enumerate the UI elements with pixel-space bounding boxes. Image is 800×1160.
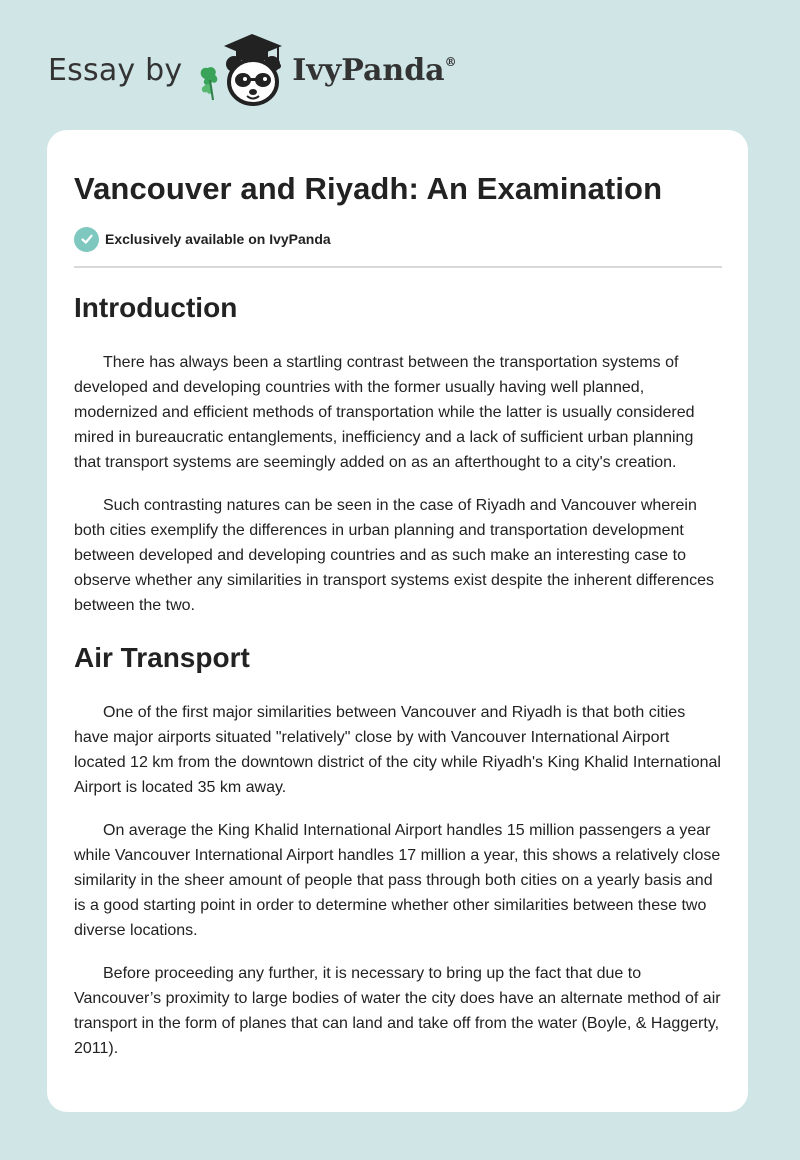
page-title: Vancouver and Riyadh: An Examination (74, 171, 663, 206)
registered-mark: ® (444, 54, 457, 69)
check-icon (74, 227, 99, 252)
paragraph: On average the King Khalid International Airport handles 15 million passengers a year while Vancouver International Airport handles 17 million a year, this shows a relatively close similarity in the sheer amount of people that pass through both cities on a yearly basis and is a good starting point in order to determine whether other similarities between these two diverse locations. (74, 822, 721, 939)
title-divider (74, 266, 722, 268)
paragraph: Before proceeding any further, it is necessary to bring up the fact that due to Vancouver’s proximity to large bodies of water the city does have an alternate method of air transport in the form of planes that can land and take off from the water (Boyle, & Haggerty, 2011). (74, 965, 721, 1057)
essay-card (47, 130, 748, 1112)
section-heading-air-transport: Air Transport (74, 642, 250, 673)
exclusive-badge (74, 226, 722, 252)
paragraph: There has always been a startling contrast between the transportation systems of developed and developing countries with the former usually having well planned, modernized and efficient methods of transportation while the latter is usually considered mired in bureaucratic entanglements, inefficiency and a lack of sufficient urban planning that transport systems are seemingly added on as an afterthought to a city's creation. (74, 354, 695, 471)
essay-by-label: Essay by (48, 52, 183, 88)
paragraph: One of the first major similarities between Vancouver and Riyadh is that both cities have major airports situated "relatively" close by with Vancouver International Airport located 12 km from the downtown district of the city while Riyadh's King Khalid International Airport is located 35 km away. (74, 704, 721, 796)
paragraph: Such contrasting natures can be seen in the case of Riyadh and Vancouver wherein both cities exemplify the differences in urban planning and transportation development between developed and developing countries and as such make an interesting case to observe whether any similarities in transport systems exist despite the inherent differences between the two. (74, 497, 715, 614)
ivy-leaf-icon (201, 67, 218, 100)
exclusive-label: Exclusively available on IvyPanda (105, 231, 331, 247)
site-header (48, 30, 457, 110)
panda-logo-icon[interactable] (196, 30, 288, 110)
brand-name[interactable]: IvyPanda® (292, 52, 457, 88)
section-heading-introduction: Introduction (74, 292, 238, 323)
